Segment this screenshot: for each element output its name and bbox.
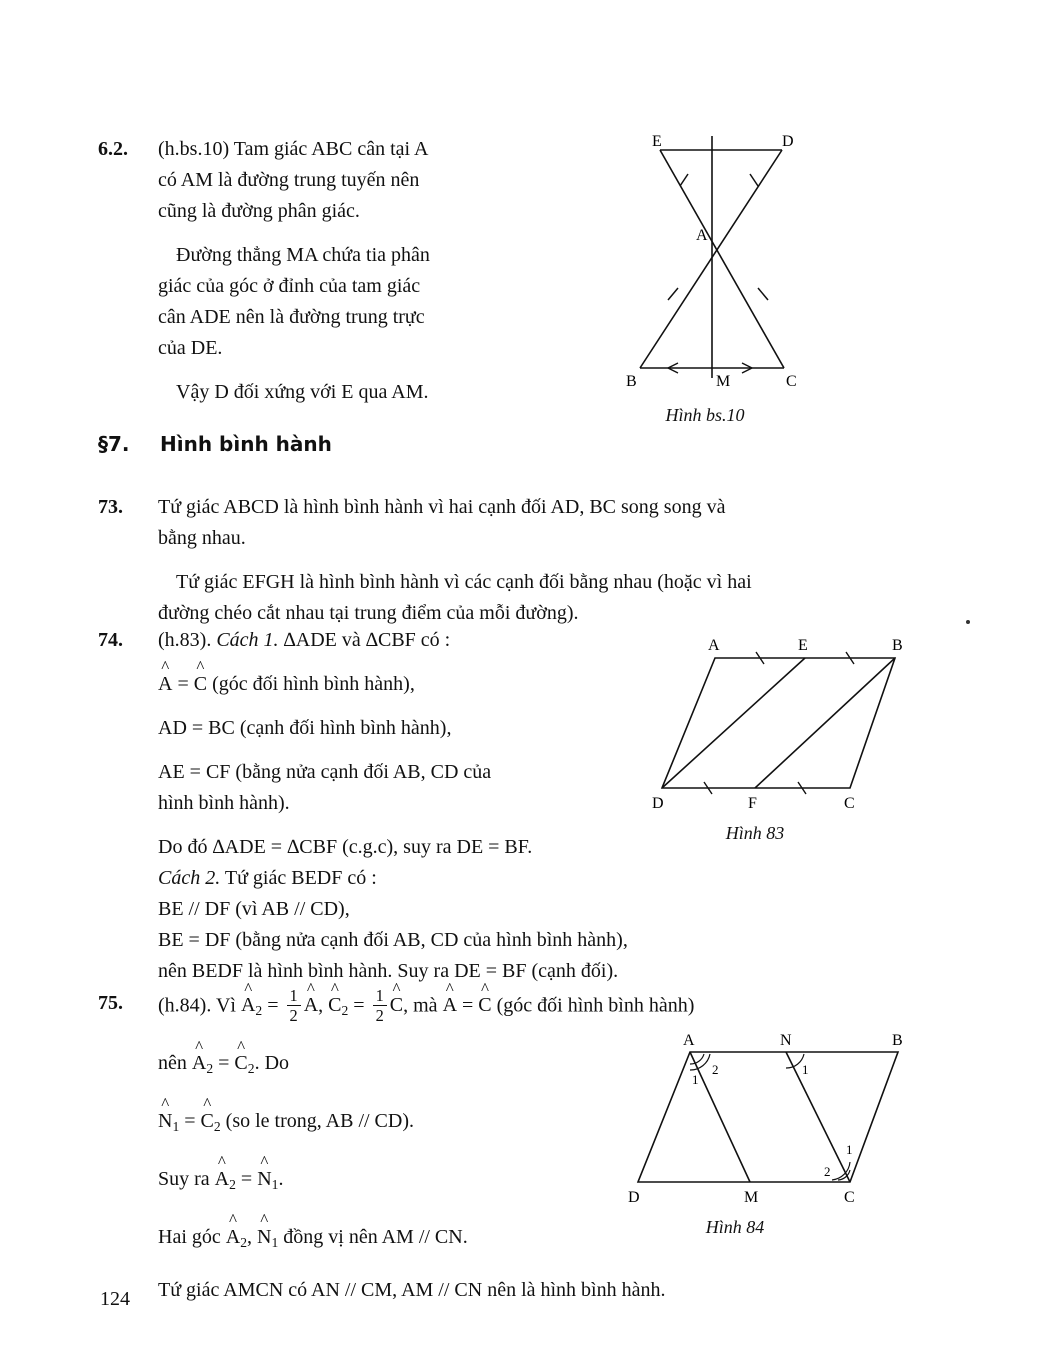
angle-c2: ^ C [200,1094,214,1132]
section-number: §7. [98,432,130,456]
text-fragment: đồng vị nên AM // CN. [283,1225,468,1248]
svg-text:A: A [708,637,720,654]
figure-hinh-bs-10 [600,128,870,426]
math-line-5: Hai góc ^ $A_2$, ^ $N_1$ đồng vị nên AM // CN. [158,1222,948,1258]
subscript-2: 2 [206,1060,214,1076]
svg-text:A: A [683,1032,695,1049]
equals-sign: = [240,1167,253,1190]
angle-c: ^ C [389,978,404,1017]
svg-text:D: D [628,1189,640,1206]
angle-a2: ^ A [225,1209,241,1248]
svg-text:B: B [626,373,637,390]
section-heading [98,432,332,456]
text-line: (h.bs.10) Tam giác ABC cân tại A [158,138,429,160]
equals-sign: = [462,994,474,1017]
svg-text:E: E [652,133,662,150]
figure-caption: Hình bs.10 [665,405,745,425]
svg-text:M: M [716,373,731,390]
text-fragment: . Do [254,1052,290,1075]
text-fragment: Suy ra [158,1167,210,1190]
text-line: của DE. [158,337,223,359]
figure-84-drawing [620,1030,920,1210]
fraction-one-half: $\frac{1}{2}$ [373,987,387,1024]
equals-sign: = [184,1109,196,1132]
text-fragment: (h.84). Vì [158,994,236,1017]
comma: , [318,994,324,1017]
figure-caption: Hình 83 [725,823,785,843]
equals-sign: = [218,1052,230,1075]
svg-text:E: E [798,637,808,654]
figure-hinh-84 [620,1030,920,1238]
text-fragment: Hai góc [158,1225,221,1248]
comma: , [403,994,409,1017]
subscript-1: 1 [172,1118,180,1134]
angle-a2: ^ A [214,1152,230,1190]
angle-a2: ^ A [240,978,256,1017]
text-fragment: (so le trong, AB // CD). [225,1109,415,1132]
angle-a: ^ A [303,978,319,1017]
svg-text:C: C [844,1189,855,1206]
subscript-2: 2 [341,1003,349,1019]
text-line: cân ADE nên là đường trung trực [158,306,425,328]
text-line: Do đó ∆ADE = ∆CBF (c.g.c), suy ra DE = BF. [158,836,533,858]
svg-text:1: 1 [692,1072,699,1087]
exercise-number: 74. [98,629,123,651]
angle-a: ^ A [442,978,458,1017]
svg-text:M: M [744,1189,759,1206]
text-line: nên BEDF là hình bình hành. Suy ra DE = BF (cạnh đối). [158,960,619,982]
svg-text:F: F [748,795,757,812]
exercise-body [158,492,948,629]
subscript-2: 2 [240,1234,248,1250]
figure-caption: Hình 84 [705,1217,765,1237]
angle-c2: ^ C [328,978,342,1017]
angle-a2: ^ A [191,1036,207,1075]
svg-text:1: 1 [846,1142,853,1157]
text-line: giác của góc ở đỉnh của tam giác [158,275,421,297]
subscript-2: 2 [247,1060,255,1076]
text-line: BE = DF (bằng nửa cạnh đối AB, CD của hình bình hành), [158,929,628,951]
text-line: AD = BC (cạnh đối hình bình hành), [158,717,452,739]
text-line: có AM là đường trung tuyến nên [158,169,420,191]
fraction-one-half: $\frac{1}{2}$ [287,987,301,1024]
exercise-number: 6.2. [98,138,128,160]
text-fragment: (góc đối hình bình hành), [212,673,415,695]
svg-text:A: A [696,227,708,244]
math-line-4: Suy ra ^ $A_2$ = ^ $N_1$. [158,1164,948,1200]
angle-a-hat: ^ A [158,657,173,695]
angle-c-hat: ^ C [193,657,208,695]
text-line: BE // DF (vì AB // CD), [158,898,350,920]
exercise-number: 75. [98,992,123,1014]
equals-sign: = [177,673,189,695]
text-line-cach2: Cách 2. Tứ giác BEDF có : [158,867,377,889]
svg-text:B: B [892,1032,903,1049]
angle-n1: ^ N [257,1152,272,1190]
figure-83-drawing [640,636,920,816]
text-line: đường chéo cắt nhau tại trung điểm của mỗi đường). [158,602,579,624]
text-line: Đường thẳng MA chứa tia phân [176,244,430,266]
svg-text:C: C [786,373,797,390]
text-fragment: nên [158,1052,187,1075]
exercise-number: 73. [98,496,123,518]
subscript-2: 2 [229,1176,236,1192]
text-line: hình bình hành). [158,792,290,814]
exercise-body [158,625,658,987]
stray-mark [966,620,970,624]
math-line-angles [158,657,658,700]
page-number: 124 [100,1288,130,1310]
text-line: Vậy D đối xứng với E qua AM. [176,381,429,403]
figure-hinh-83 [640,636,920,844]
subscript-1: 1 [271,1234,279,1250]
text-line: AE = CF (bằng nửa cạnh đối AB, CD của [158,761,492,783]
angle-c: ^ C [478,978,492,1017]
angle-n1: ^ N [257,1209,272,1248]
subscript-2: 2 [255,1003,263,1019]
svg-text:C: C [844,795,855,812]
text-line: Tứ giác ABCD là hình bình hành vì hai cạnh đối AD, BC song song và [158,496,726,518]
figure-bs10-drawing [600,128,870,398]
svg-text:1: 1 [802,1062,809,1077]
subscript-1: 1 [271,1176,279,1192]
equals-sign: = [267,994,279,1017]
text-line: (h.83). Cách 1. ∆ADE và ∆CBF có : [158,629,451,651]
subscript-2: 2 [213,1118,221,1134]
text-fragment: mà [413,994,438,1017]
svg-text:N: N [780,1032,792,1049]
exercise-body [158,134,568,408]
math-line-1 [158,978,948,1026]
exercise-6-2 [98,134,568,408]
text-line: bằng nhau. [158,527,246,549]
exercise-74 [98,625,658,987]
svg-text:D: D [782,133,794,150]
svg-text:B: B [892,637,903,654]
svg-text:D: D [652,795,664,812]
equals-sign: = [353,994,365,1017]
angle-c2: ^ C [234,1036,248,1075]
section-title: Hình bình hành [160,432,332,456]
angle-n1: ^ N [158,1094,173,1132]
exercise-73 [98,492,948,629]
text-fragment: (góc đối hình bình hành) [496,994,695,1017]
svg-text:2: 2 [712,1062,719,1077]
svg-text:2: 2 [824,1164,831,1179]
text-line: cũng là đường phân giác. [158,200,360,222]
text-line: Tứ giác AMCN có AN // CM, AM // CN nên là hình bình hành. [158,1279,666,1302]
text-line: Tứ giác EFGH là hình bình hành vì các cạnh đối bằng nhau (hoặc vì hai [176,571,752,593]
